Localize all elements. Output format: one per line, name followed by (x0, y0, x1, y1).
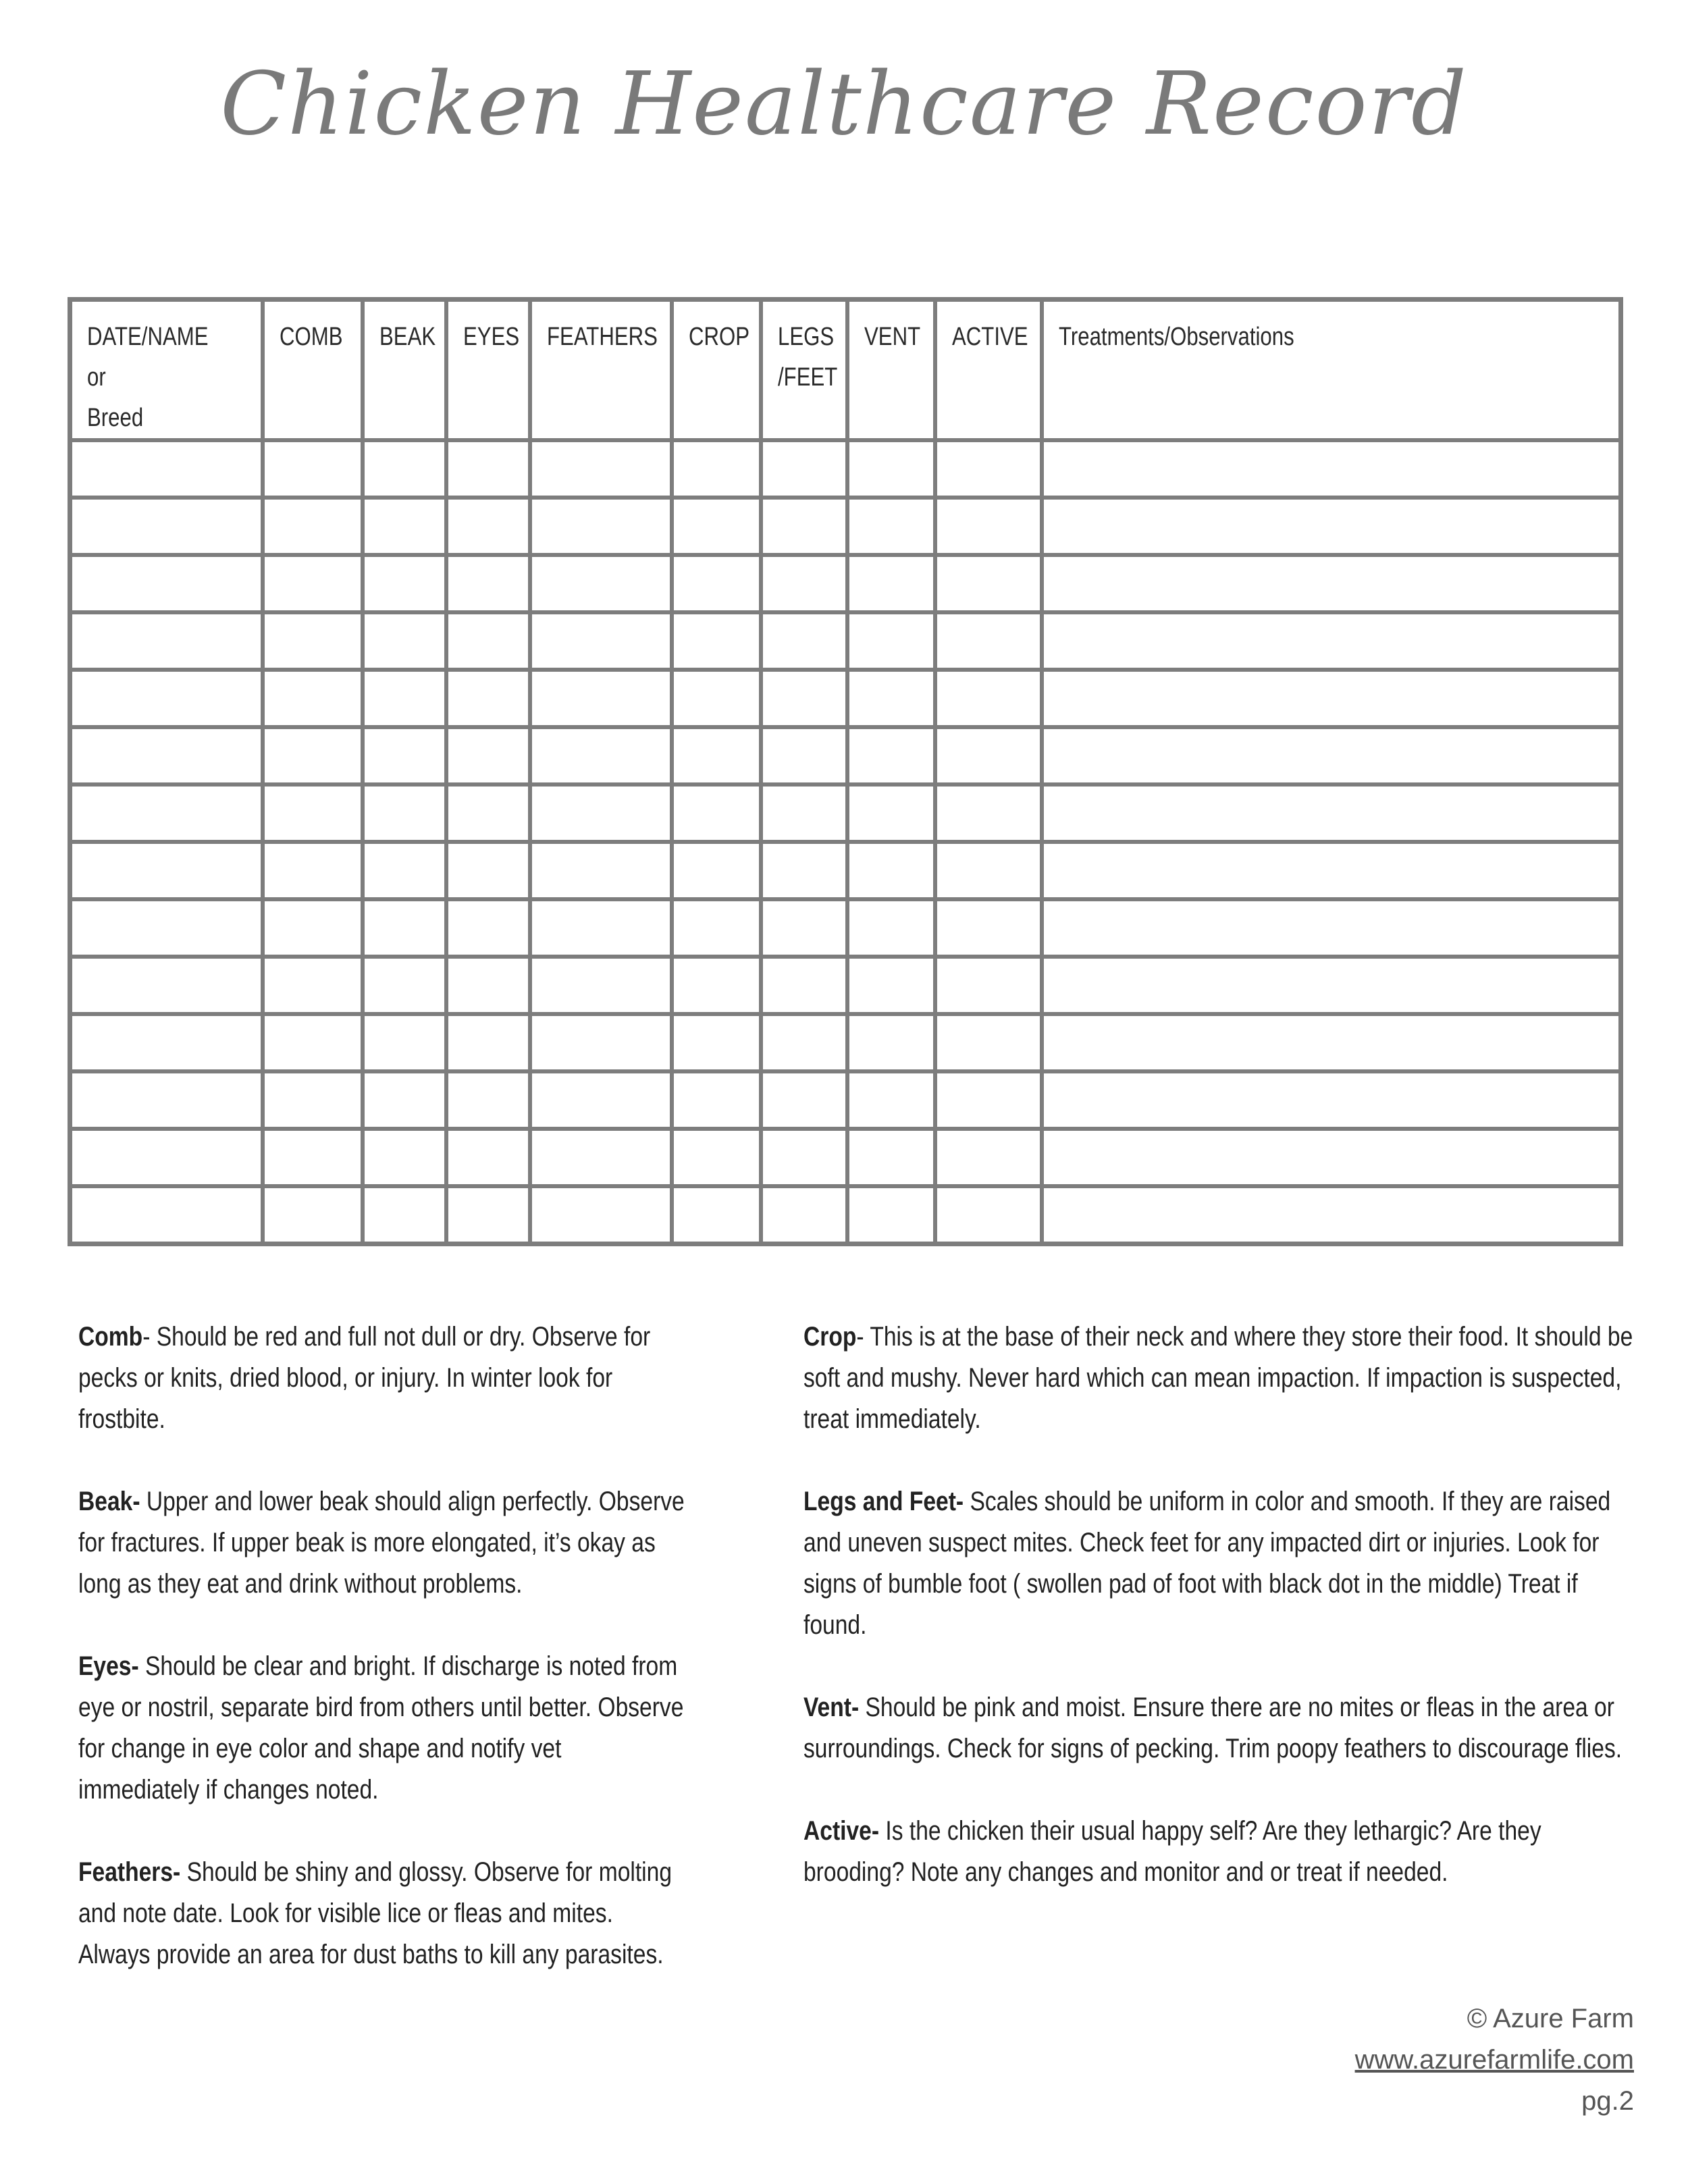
table-cell (70, 498, 263, 555)
table-cell (446, 784, 530, 842)
table-cell (1042, 899, 1621, 957)
table-cell (363, 1071, 446, 1129)
table-cell (446, 727, 530, 784)
table-cell (446, 1071, 530, 1129)
table-cell (1042, 727, 1621, 784)
table-cell (530, 899, 672, 957)
table-cell (70, 612, 263, 670)
table-cell (847, 670, 935, 727)
table-cell (446, 498, 530, 555)
table-row (70, 727, 1621, 784)
table-cell (263, 1014, 363, 1071)
table-cell (672, 670, 761, 727)
table-row (70, 842, 1621, 899)
table-cell (935, 727, 1042, 784)
note-term: Feathers- (78, 1857, 181, 1887)
page-title: Chicken Healthcare Record (220, 54, 1468, 155)
notes-left-column (78, 1316, 686, 2017)
table-cell (363, 1129, 446, 1186)
table-cell (847, 899, 935, 957)
table-row (70, 612, 1621, 670)
table-cell (363, 612, 446, 670)
copyright: © Azure Farm (1467, 2004, 1634, 2033)
table-row (70, 1129, 1621, 1186)
table-cell (1042, 1186, 1621, 1244)
header-legs-feet: LEGS /FEET (761, 300, 847, 441)
header-comb: COMB (263, 300, 363, 441)
table-cell (363, 1014, 446, 1071)
table-row (70, 784, 1621, 842)
table-row (70, 498, 1621, 555)
table-row (70, 1071, 1621, 1129)
note-crop (803, 1316, 1634, 1440)
table-cell (363, 498, 446, 555)
header-feathers: FEATHERS (530, 300, 672, 441)
note-legs-feet (803, 1481, 1634, 1646)
table-cell (363, 784, 446, 842)
table-cell (672, 1014, 761, 1071)
table-cell (70, 842, 263, 899)
table-cell (530, 440, 672, 498)
table-cell (263, 784, 363, 842)
note-text: - This is at the base of their neck and where they store their food. It should be soft and mushy. Never hard which can mean impaction. If impaction is suspected, treat immediately. (803, 1322, 1633, 1434)
note-text: Scales should be uniform in color and smooth. If they are raised and uneven suspect mites. Check feet for any impacted dirt or injuries. Look for signs of bumble foot ( swollen pad of foot with black dot in the middle) Treat if found. (803, 1487, 1611, 1640)
table-cell (263, 555, 363, 612)
table-cell (530, 555, 672, 612)
note-term: Vent- (803, 1693, 860, 1722)
table-cell (672, 957, 761, 1014)
header-vent: VENT (847, 300, 935, 441)
table-cell (70, 899, 263, 957)
table-row (70, 1014, 1621, 1071)
header-treatments: Treatments/Observations (1042, 300, 1621, 441)
table-row (70, 957, 1621, 1014)
table-cell (761, 957, 847, 1014)
note-text: Should be shiny and glossy. Observe for molting and note date. Look for visible lice or fleas and mites. Always provide an area for dust baths to kill any parasites. (78, 1857, 672, 1969)
note-text: Upper and lower beak should align perfectly. Observe for fractures. If upper beak is more elongated, it’s okay as long as they eat and drink without problems. (78, 1487, 685, 1599)
table-cell (530, 1129, 672, 1186)
table-cell (1042, 1014, 1621, 1071)
table-cell (847, 784, 935, 842)
table-header-row (70, 300, 1621, 441)
table-cell (935, 440, 1042, 498)
note-vent (803, 1687, 1634, 1769)
table-cell (263, 440, 363, 498)
note-text: Should be pink and moist. Ensure there are no mites or fleas in the area or surroundings. Check for signs of pecking. Trim poopy feathers to discourage flies. (803, 1693, 1623, 1763)
table-cell (761, 670, 847, 727)
table-cell (935, 899, 1042, 957)
notes-right-column (803, 1316, 1634, 1934)
table-cell (672, 1186, 761, 1244)
table-row (70, 899, 1621, 957)
table-cell (363, 555, 446, 612)
table-row (70, 440, 1621, 498)
table-cell (1042, 957, 1621, 1014)
note-text: Is the chicken their usual happy self? Are they lethargic? Are they brooding? Note any changes and monitor and or treat if needed. (803, 1816, 1541, 1887)
table-cell (761, 1014, 847, 1071)
page-number: pg.2 (1581, 2086, 1634, 2116)
table-cell (70, 1186, 263, 1244)
table-cell (672, 612, 761, 670)
table-cell (263, 957, 363, 1014)
table-cell (672, 899, 761, 957)
header-crop: CROP (672, 300, 761, 441)
table-cell (935, 784, 1042, 842)
table-cell (761, 1186, 847, 1244)
table-cell (935, 498, 1042, 555)
table-cell (363, 727, 446, 784)
table-cell (672, 555, 761, 612)
note-term: Legs and Feet- (803, 1487, 964, 1516)
table-cell (263, 1071, 363, 1129)
table-cell (70, 555, 263, 612)
table-cell (70, 1071, 263, 1129)
table-cell (847, 498, 935, 555)
header-eyes: EYES (446, 300, 530, 441)
table-cell (70, 784, 263, 842)
table-cell (847, 842, 935, 899)
table-cell (847, 1014, 935, 1071)
table-cell (847, 957, 935, 1014)
table-cell (446, 842, 530, 899)
table-row (70, 555, 1621, 612)
note-term: Crop (803, 1322, 857, 1352)
table-cell (446, 899, 530, 957)
table-cell (263, 498, 363, 555)
table-cell (847, 1186, 935, 1244)
table-cell (363, 957, 446, 1014)
table-cell (446, 957, 530, 1014)
table-cell (446, 440, 530, 498)
table-cell (446, 1186, 530, 1244)
table-cell (935, 1071, 1042, 1129)
table-cell (1042, 440, 1621, 498)
table-cell (1042, 784, 1621, 842)
table-cell (672, 440, 761, 498)
table-cell (761, 498, 847, 555)
table-cell (263, 899, 363, 957)
note-beak (78, 1481, 686, 1605)
table-cell (935, 1186, 1042, 1244)
website-link[interactable]: www.azurefarmlife.com (1354, 2045, 1634, 2075)
table-cell (363, 670, 446, 727)
header-beak: BEAK (363, 300, 446, 441)
table-cell (263, 727, 363, 784)
table-cell (1042, 842, 1621, 899)
table-cell (70, 727, 263, 784)
table-cell (761, 1071, 847, 1129)
note-eyes (78, 1646, 686, 1811)
table-cell (363, 899, 446, 957)
table-cell (530, 1014, 672, 1071)
table-cell (672, 498, 761, 555)
table-cell (1042, 612, 1621, 670)
table-cell (761, 440, 847, 498)
table-cell (761, 842, 847, 899)
table-cell (847, 727, 935, 784)
table-cell (847, 440, 935, 498)
health-record-table (68, 297, 1623, 1246)
table-cell (263, 842, 363, 899)
table-cell (530, 1071, 672, 1129)
table-row (70, 1186, 1621, 1244)
table-cell (530, 498, 672, 555)
table-cell (761, 612, 847, 670)
note-active (803, 1811, 1634, 1893)
table-row (70, 670, 1621, 727)
table-cell (263, 1186, 363, 1244)
table-cell (935, 612, 1042, 670)
table-cell (672, 842, 761, 899)
table-cell (70, 440, 263, 498)
table-cell (446, 1129, 530, 1186)
table-cell (263, 1129, 363, 1186)
table-cell (761, 899, 847, 957)
table-cell (761, 727, 847, 784)
table-cell (530, 1186, 672, 1244)
table-cell (70, 957, 263, 1014)
table-cell (1042, 1129, 1621, 1186)
table-cell (530, 670, 672, 727)
table-cell (672, 727, 761, 784)
table-cell (672, 1129, 761, 1186)
note-term: Beak- (78, 1487, 140, 1516)
note-feathers (78, 1852, 686, 1975)
table-cell (761, 1129, 847, 1186)
footer (1355, 1998, 1634, 2122)
table-cell (847, 1071, 935, 1129)
table-cell (1042, 498, 1621, 555)
table-cell (935, 957, 1042, 1014)
table-cell (263, 612, 363, 670)
table-cell (761, 784, 847, 842)
table-cell (263, 670, 363, 727)
note-text: - Should be red and full not dull or dry. Observe for pecks or knits, dried blood, or injury. In winter look for frostbite. (78, 1322, 651, 1434)
note-comb (78, 1316, 686, 1440)
table-cell (935, 555, 1042, 612)
table-cell (530, 727, 672, 784)
table-cell (935, 1129, 1042, 1186)
table-cell (530, 842, 672, 899)
table-cell (70, 1014, 263, 1071)
table-cell (363, 1186, 446, 1244)
table-cell (847, 612, 935, 670)
table-cell (446, 670, 530, 727)
header-active: ACTIVE (935, 300, 1042, 441)
table-cell (672, 784, 761, 842)
table-cell (935, 1014, 1042, 1071)
table-cell (672, 1071, 761, 1129)
table-cell (363, 842, 446, 899)
note-term: Comb (78, 1322, 143, 1352)
table-cell (847, 1129, 935, 1186)
table-cell (1042, 1071, 1621, 1129)
table-cell (446, 1014, 530, 1071)
note-term: Active- (803, 1816, 880, 1846)
header-date-name: DATE/NAME or Breed (70, 300, 263, 441)
table-cell (70, 1129, 263, 1186)
table-cell (761, 555, 847, 612)
table-cell (446, 555, 530, 612)
table-cell (70, 670, 263, 727)
table-cell (847, 555, 935, 612)
note-text: Should be clear and bright. If discharge is noted from eye or nostril, separate bird from others until better. Observe for change in eye color and shape and notify vet immediately if changes noted. (78, 1651, 684, 1805)
table-cell (530, 612, 672, 670)
table-cell (446, 612, 530, 670)
table-cell (530, 957, 672, 1014)
table-cell (363, 440, 446, 498)
table-cell (530, 784, 672, 842)
table-cell (1042, 555, 1621, 612)
note-term: Eyes- (78, 1651, 139, 1681)
table-cell (1042, 670, 1621, 727)
table-cell (935, 842, 1042, 899)
table-cell (935, 670, 1042, 727)
